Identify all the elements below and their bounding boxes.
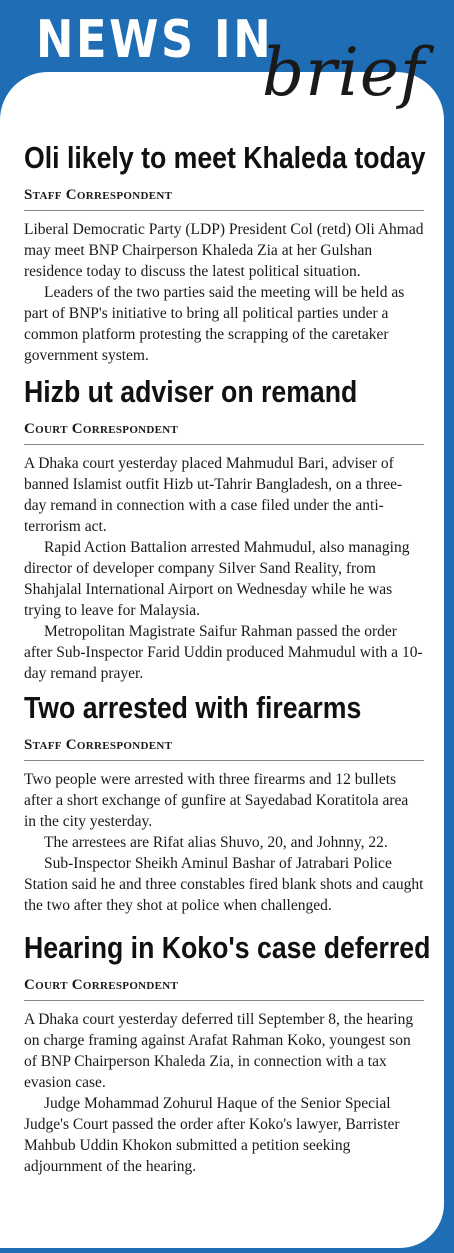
story-paragraph: Judge Mohammad Zohurul Haque of the Senior Special Judge's Court passed the order after Koko's lawyer, Barrister Mahbub Uddin Khokon submitted a petition seeking adjournment of the hearing. [24,1095,400,1175]
story-paragraph: Leaders of the two parties said the meeting will be held as part of BNP's initiative to bring all political parties under a common platform protesting the scrapping of the caretaker government system. [24,284,405,364]
story-paragraph: Sub-Inspector Sheikh Aminul Bashar of Jatrabari Police Station said he and three constables fired blank shots and caught the two after they shot at police when challenged. [24,855,424,914]
story-body [24,769,424,916]
news-story [24,370,424,684]
story-headline: Hizb ut adviser on remand [24,374,358,409]
story-body [24,453,424,684]
story-paragraph: Two people were arrested with three firearms and 12 bullets after a short exchange of gunfire at Sayedabad Koratitola area in the city yesterday. [24,771,409,830]
story-headline: Hearing in Koko's case deferred [24,930,431,965]
story-paragraph: Metropolitan Magistrate Saifur Rahman passed the order after Sub-Inspector Farid Uddin produced Mahmudul with a 10-day remand prayer. [24,623,423,682]
news-story [24,686,424,916]
story-byline: Staff Correspondent [24,185,424,211]
masthead-subtitle: brief [262,34,426,111]
story-paragraph: A Dhaka court yesterday deferred till September 8, the hearing on charge framing against Arafat Rahman Koko, youngest son of BNP Chairperson Khaleda Zia, in connection with a tax evasion case. [24,1011,414,1091]
story-body [24,1009,424,1177]
story-headline: Two arrested with firearms [24,690,362,725]
story-byline: Court Correspondent [24,975,424,1001]
story-byline: Staff Correspondent [24,735,424,761]
story-paragraph: Rapid Action Battalion arrested Mahmudul, also managing director of developer company Silver Sand Reality, from Shahjalal International Airport on Wednesday while he was trying to leave for Malaysia. [24,539,410,619]
masthead-title: NEWS IN [36,10,274,70]
news-story [24,926,431,1177]
story-body [24,219,424,366]
story-byline: Court Correspondent [24,419,424,445]
news-story [24,136,424,366]
story-paragraph: A Dhaka court yesterday placed Mahmudul Bari, adviser of banned Islamist outfit Hizb ut-Tahrir Bangladesh, on a three-day remand in connection with a case filed under the anti-terrorism act. [24,455,403,535]
stories-column [24,136,431,1177]
story-paragraph: Liberal Democratic Party (LDP) President Col (retd) Oli Ahmad may meet BNP Chairperson Khaleda Zia at her Gulshan residence today to discuss the latest political situation. [24,221,424,280]
story-paragraph: The arrestees are Rifat alias Shuvo, 20, and Johnny, 22. [44,834,388,851]
story-headline: Oli likely to meet Khaleda today [24,140,426,175]
